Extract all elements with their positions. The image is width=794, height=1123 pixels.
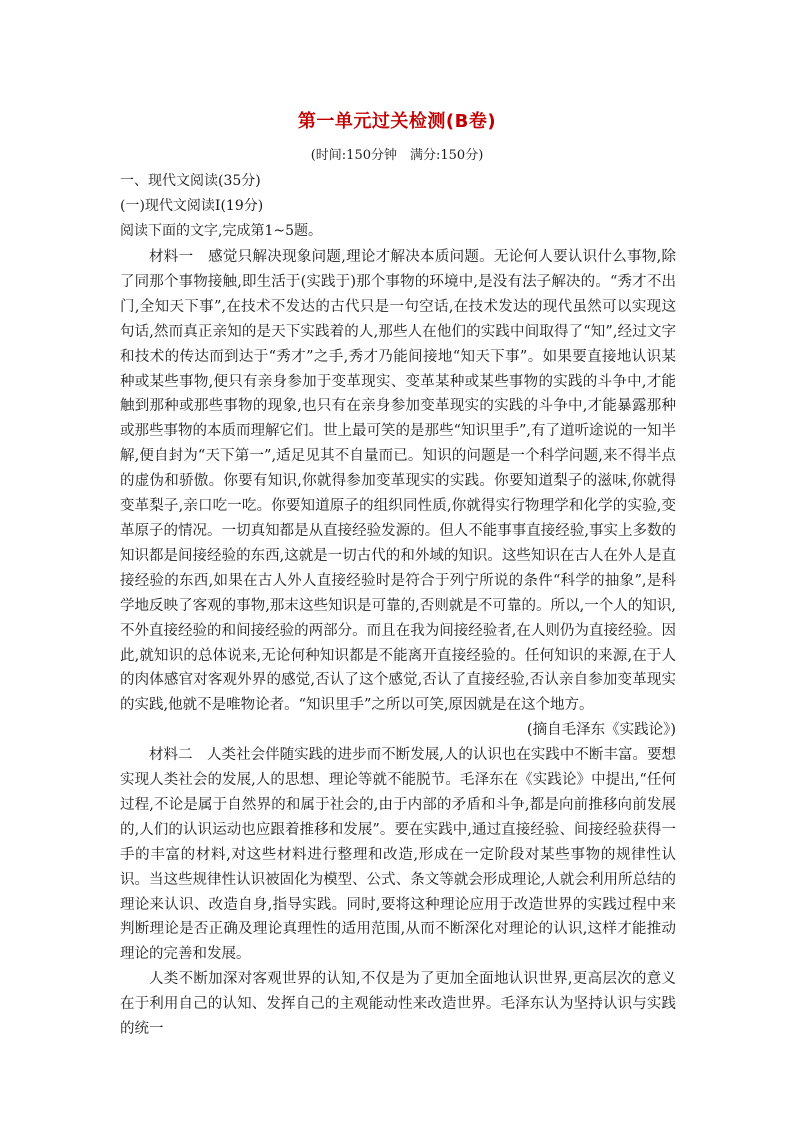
instruction-text: 阅读下面的文字,完成第1~5题。: [120, 223, 322, 239]
page-title: 第一单元过关检测(B卷): [297, 111, 497, 132]
material-one-paragraph: 材料一 感觉只解决现象问题,理论才解决本质问题。无论何人要认识什么事物,除了同那个事物接触,即生活于(实践于)那个事物的环境中,是没有法子解决的。“秀才不出门,全知天下事”,在技术不发达的古代只是一句空话,在技术发达的现代虽然可以实现这句话,然而真正亲知的是天下实践着的人,那些人在他们的实践中间取得了“知”,经过文字和技术的传达而到达于“秀才”之手,秀才乃能间接地“知天下事”。如果要直接地认识某种或某些事物,便只有亲身参加于变革现实、变革某种或某些事物的实践的斗争中,才能触到那种或那些事物的现象,也只有在亲身参加变革现实的实践的斗争中,才能暴露那种或那些事物的本质而理解它们。世上最可笑的是那些“知识里手”,有了道听途说的一知半解,便自封为“天下第一”,适足见其不自量而已。知识的问题是一个科学问题,来不得半点的虚伪和骄傲。你要有知识,你就得参加变革现实的实践。你要知道梨子的滋味,你就得变革梨子,亲口吃一吃。你要知道原子的组织同性质,你就得实行物理学和化学的实验,变革原子的情况。一切真知都是从直接经验发源的。但人不能事事直接经验,事实上多数的知识都是间接经验的东西,这就是一切古代的和外域的知识。这些知识在古人在外人是直接经验的东西,如果在古人外人直接经验时是符合于列宁所说的条件“科学的抽象”,是科学地反映了客观的事物,那末这些知识是可靠的,否则就是不可靠的。所以,一个人的知识,不外直接经验的和间接经验的两部分。而且在我为间接经验者,在人则仍为直接经验。因此,就知识的总体说来,无论何种知识都是不能离开直接经验的。任何知识的来源,在于人的肉体感官对客观外界的感觉,否认了这个感觉,否认了直接经验,否认亲自参加变革现实的实践,他就不是唯物论者。“知识里手”之所以可笑,原因就是在这个地方。: [120, 249, 676, 714]
reading-passage: [120, 245, 676, 1042]
section-heading: 一、现代文阅读(35分): [120, 173, 261, 189]
material-two-paragraph: 材料二 人类社会伴随实践的进步而不断发展,人的认识也在实践中不断丰富。要想实现人类社会的发展,人的思想、理论等就不能脱节。毛泽东在《实践论》中提出,“任何过程,不论是属于自然界的和属于社会的,由于内部的矛盾和斗争,都是向前推移向前发展的,人们的认识运动也应跟着推移和发展”。要在实践中,通过直接经验、间接经验获得一手的丰富的材料,对这些材料进行整理和改造,形成在一定阶段对某些事物的规律性认识。当这些规律性认识被固化为模型、公式、条文等就会形成理论,人就会利用所总结的理论来认识、改造自身,指导实践。同时,要将这种理论应用于改造世界的实践过程中来判断理论是否正确及理论真理性的适用范围,从而不断深化对理论的认识,这样才能推动理论的完善和发展。: [120, 747, 676, 963]
material-two-paragraph-continued: 人类不断加深对客观世界的认知,不仅是为了更加全面地认识世界,更高层次的意义在于利用自己的认知、发挥自己的主观能动性来改造世界。毛泽东认为坚持认识与实践的统一: [120, 971, 676, 1038]
subsection-heading: (一)现代文阅读Ⅰ(19分): [120, 198, 264, 214]
exam-info: (时间:150分钟 满分:150分): [310, 148, 484, 163]
material-one-source: (摘自毛泽东《实践论》): [526, 722, 676, 739]
